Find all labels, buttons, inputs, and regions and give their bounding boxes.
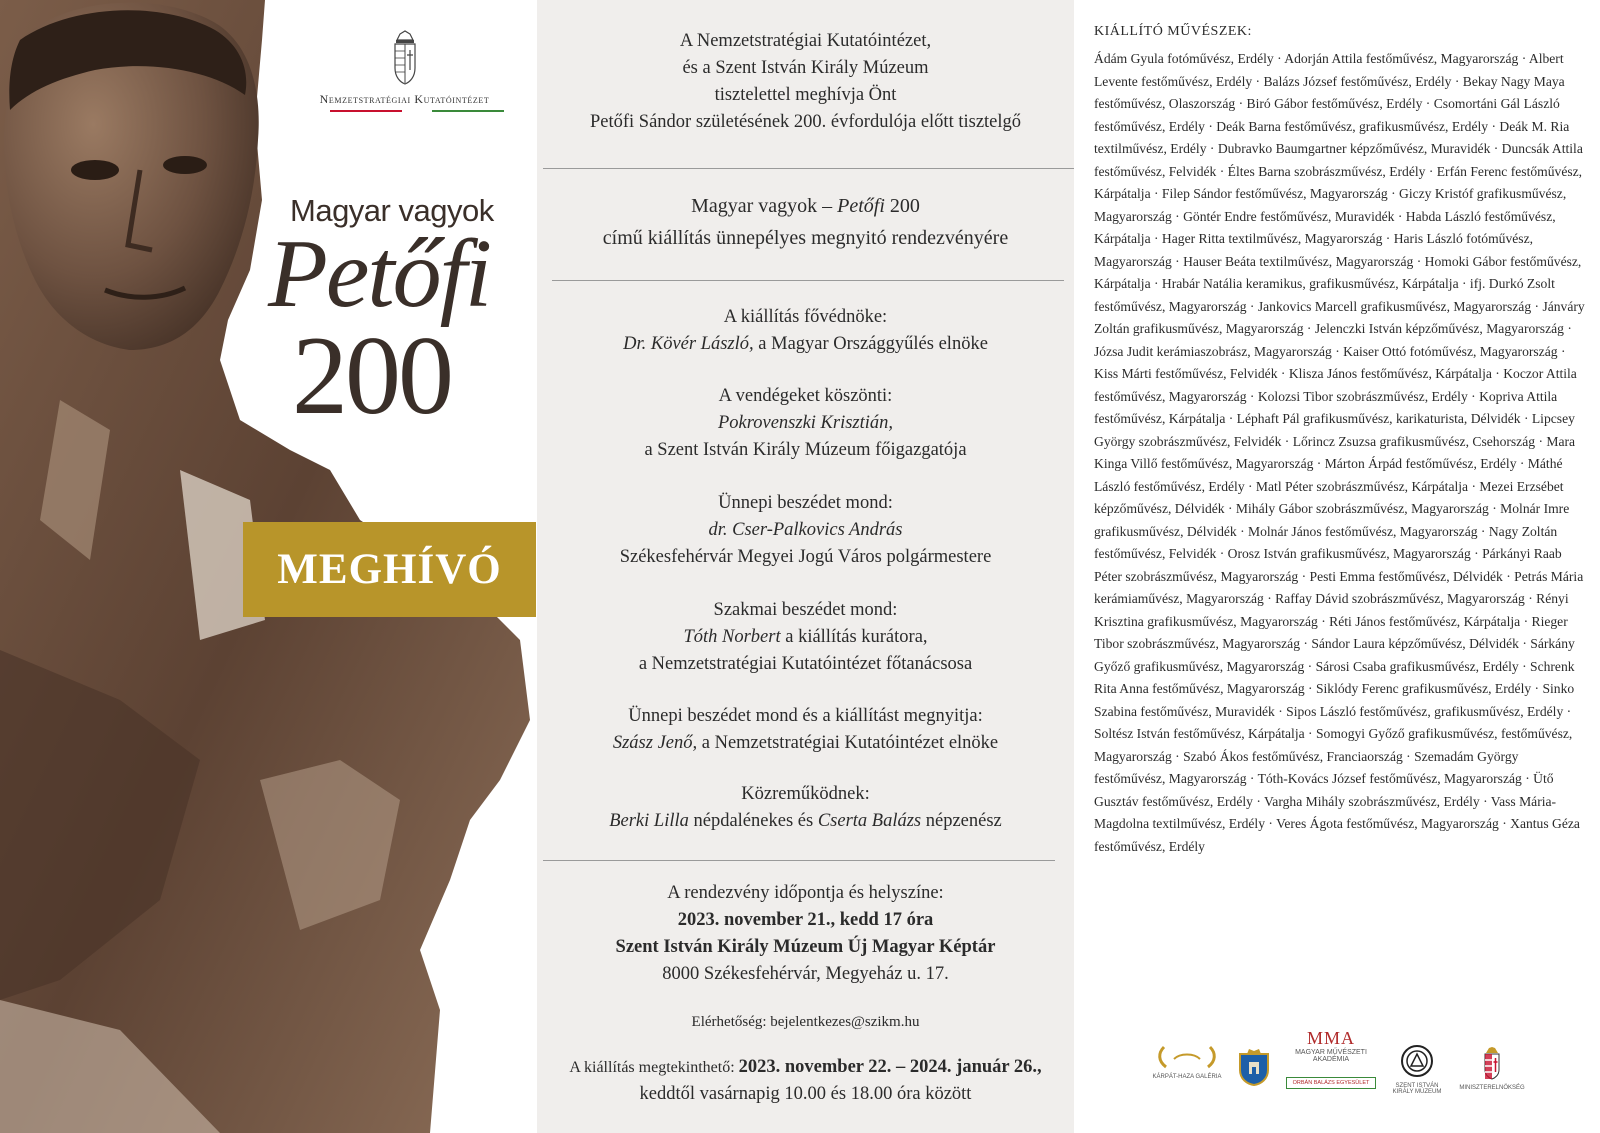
poster-title-line3: 200 <box>292 314 451 438</box>
szikm-line1: SZENT ISTVÁN <box>1395 1083 1439 1089</box>
contact-line: Elérhetőség: bejelentkezes@szikm.hu <box>691 1014 920 1030</box>
poster-title-line2: Petőfi <box>268 220 491 328</box>
coat-of-arms-icon <box>1237 1048 1271 1086</box>
viewing-dates: 2023. november 22. – 2024. január 26., <box>738 1057 1042 1077</box>
greeter-name: Pokrovenszki Krisztián, <box>717 413 894 433</box>
intro-line: tisztelettel meghívja Önt <box>714 85 897 105</box>
speech2-name: Tóth Norbert <box>683 627 781 647</box>
performer1-name: Berki Lilla <box>609 811 689 831</box>
mma-logo <box>1286 1028 1376 1089</box>
badge-label: MEGHÍVÓ <box>277 546 502 593</box>
patron-block <box>537 304 1074 358</box>
artists-list: Ádám Gyula fotóművész, Erdély · Adorján Attila festőművész, Magyarország · Albert Levente festőművész, Erdély · Balázs József festőművész, Erdély · Bekay Nagy Maya festőművész, Olaszország · Biró Gábor festőművész, Erdély · Csomortáni Gál László festőművész, Erdély · Deák Barna festőművész, grafikusművész, Erdély · Deák M. Ria textilművész, Erdély · Dubravko Baumgartner képzőművész, Muravidék · Duncsák Attila festőművész, Felvidék · Éltes Barna szobrászművész, Erdély · Erfán Ferenc festőművész, Kárpátalja · Filep Sándor festőművész, Magyarország · Giczy Kristóf grafikusművész, Magyarország · Göntér Endre festőművész, Muravidék · Habda László festőművész, Kárpátalja · Hager Ritta textilművész, Magyarország · Haris László fotóművész, Magyarország · Hauser Beáta textilművész, Magyarország · Homoki Gábor festőművész, Kárpátalja · Hrabár Natália keramikus, grafikusművész, Kárpátalja · ifj. Durkó Zsolt festőművész, Magyarország · Jankovics Marcell grafikusművész, Magyarország · Jánváry Zoltán grafikusművész, Magyarország · Jelenczki István képzőművész, Magyarország · Józsa Judit kerámiaszobrász, Magyarország · Kaiser Ottó fotóművész, Magyarország · Kiss Márti festőművész, Felvidék · Klisza János festőművész, Kárpátalja · Koczor Attila festőművész, Magyarország · Kolozsi Tibor szobrászművész, Erdély · Kopriva Attila festőművész, Kárpátalja · Léphaft Pál grafikusművész, karikaturista, Délvidék · Lipcsey György szobrászművész, Felvidék · Lőrincz Zsuzsa grafikusművész, Csehország · Mara Kinga Villő festőművész, Magyarország · Márton Árpád festőművész, Erdély · Máthé László festőművész, Erdély · Matl Péter szobrászművész, Kárpátalja · Mezei Erzsébet képzőművész, Délvidék · Mihály Gábor szobrászművész, Magyarország · Molnár Imre grafikusművész, Délvidék · Molnár János festőművész, Magyarország · Nagy Zoltán festőművész, Felvidék · Orosz István grafikusművész, Magyarország · Párkányi Raab Péter szobrászművész, Magyarország · Pesti Emma festőművész, Délvidék · Petrás Mária kerámiaművész, Magyarország · Raffay Dávid szobrászművész, Magyarország · Rényi Krisztina grafikusművész, Magyarország · Réti János festőművész, Kárpátalja · Rieger Tibor szobrászművész, Magyarország · Sándor Laura képzőművész, Délvidék · Sárkány Győző grafikusművész, Magyarország · Sárosi Csaba grafikusművész, Erdély · Schrenk Rita Anna festőművész, Magyarország · Siklódy Ferenc grafikusművész, Erdély · Sinko Szabina festőművész, Muravidék · Sipos László festőművész, grafikusművész, Erdély · Soltész István festőművész, Kárpátalja · Somogyi Győző grafikusművész, festőművész, Magyarország · Szabó Ákos festőművész, Franciaország · Szemadám György festőművész, Magyarország · Tóth-Kovács József festőművész, Magyarország · Ütő Gusztáv festőművész, Erdély · Vargha Mihály szobrászművész, Erdély · Vass Mária-Magdolna textilművész, Erdély · Veres Ágota festőművész, Magyarország · Xantus Géza festőművész, Erdély <box>1094 51 1585 854</box>
artists-panel <box>1074 0 1600 1133</box>
invitation-panel <box>537 0 1074 1133</box>
ministry-label: MINISZTERELNÖKSÉG <box>1459 1085 1525 1091</box>
flag-line-red <box>330 110 402 112</box>
intro-block <box>537 28 1074 136</box>
speech2-role-2: a Nemzetstratégiai Kutatóintézet főtanácsosa <box>638 654 973 674</box>
museum-emblem-icon <box>1400 1044 1434 1078</box>
divider <box>543 168 1074 169</box>
intro-line: és a Szent István Király Múzeum <box>682 58 929 78</box>
mma-line2: AKADÉMIA <box>1312 1056 1350 1063</box>
speech1-block <box>537 490 1074 571</box>
viewing-block <box>537 1054 1074 1108</box>
speech1-label: Ünnepi beszédet mond: <box>718 493 893 513</box>
event-date: 2023. november 21., kedd 17 óra <box>677 910 934 930</box>
flag-line-green <box>432 110 504 112</box>
divider <box>543 860 1055 861</box>
poster-panel <box>0 0 537 1133</box>
performer2-name: Cserta Balázs <box>817 811 922 831</box>
invitation-badge <box>243 522 536 617</box>
speech2-role: a kiállítás kurátora, <box>780 627 928 647</box>
performers-block: Közreműködnek: Berki Lilla népdalénekes és Cserta Balázs népzenész <box>537 781 1074 835</box>
szikm-logo <box>1392 1044 1442 1095</box>
szikm-line2: KIRÁLY MÚZEUM <box>1392 1089 1442 1095</box>
viewing-label: A kiállítás megtekinthető: <box>569 1059 739 1076</box>
greeter-role: a Szent István Király Múzeum főigazgatója <box>644 440 967 460</box>
event-venue: Szent István Király Múzeum Új Magyar Képtár <box>615 937 996 957</box>
patron-name: Dr. Kövér László, <box>623 334 754 354</box>
speech2-label: Szakmai beszédet mond: <box>713 600 898 620</box>
speech1-name: dr. Cser-Palkovics András <box>708 520 903 540</box>
speech2-block <box>537 597 1074 678</box>
mma-line1: MAGYAR MŰVÉSZETI <box>1295 1049 1367 1056</box>
event-block <box>537 880 1074 988</box>
patron-role: a Magyar Országgyűlés elnöke <box>753 334 988 354</box>
hungarian-crest-icon <box>1482 1046 1502 1080</box>
karpat-haza-logo <box>1152 1045 1222 1080</box>
exhibition-subtitle: című kiállítás ünnepélyes megnyitó rendezvényére <box>602 227 1009 249</box>
exhibition-title-block <box>537 190 1074 254</box>
laurel-icon <box>1152 1045 1222 1069</box>
artists-title: KIÁLLÍTÓ MŰVÉSZEK: <box>1094 24 1252 39</box>
karpat-haza-label: KÁRPÁT-HAZA GALÉRIA <box>1152 1074 1222 1080</box>
event-label: A rendezvény időpontja és helyszíne: <box>667 883 944 903</box>
opening-role: a Nemzetstratégiai Kutatóintézet elnöke <box>697 733 999 753</box>
opening-name: Szász Jenő, <box>612 733 698 753</box>
szekesfehervar-coat-of-arms <box>1237 1048 1271 1091</box>
poster-title-line1: Magyar vagyok <box>290 193 494 228</box>
orban-balazs-logo: ORBÁN BALÁZS EGYESÜLET <box>1286 1077 1376 1089</box>
divider <box>552 280 1064 281</box>
patron-label: A kiállítás fővédnöke: <box>723 307 888 327</box>
viewing-hours: keddtől vasárnapig 10.00 és 18.00 óra között <box>639 1084 972 1104</box>
event-address: 8000 Székesfehérvár, Megyeház u. 17. <box>662 964 949 984</box>
intro-line: Petőfi Sándor születésének 200. évfordulója előtt tisztelgő <box>589 112 1022 132</box>
hungarian-crest-icon <box>391 30 419 86</box>
greeter-block <box>537 383 1074 464</box>
institute-name: Nemzetstratégiai Kutatóintézet <box>319 92 490 106</box>
opening-block <box>537 703 1074 757</box>
ministry-logo <box>1452 1046 1532 1091</box>
intro-line: A Nemzetstratégiai Kutatóintézet, <box>679 31 932 51</box>
greeter-label: A vendégeket köszönti: <box>718 386 893 406</box>
mma-mark: MMA <box>1306 1028 1355 1048</box>
speech1-role: Székesfehérvár Megyei Jogú Város polgármestere <box>619 547 992 567</box>
exhibition-title: Magyar vagyok – Petőfi 200 <box>691 195 920 217</box>
performers-label: Közreműködnek: <box>741 784 870 804</box>
opening-label: Ünnepi beszédet mond és a kiállítást megnyitja: <box>628 706 983 726</box>
